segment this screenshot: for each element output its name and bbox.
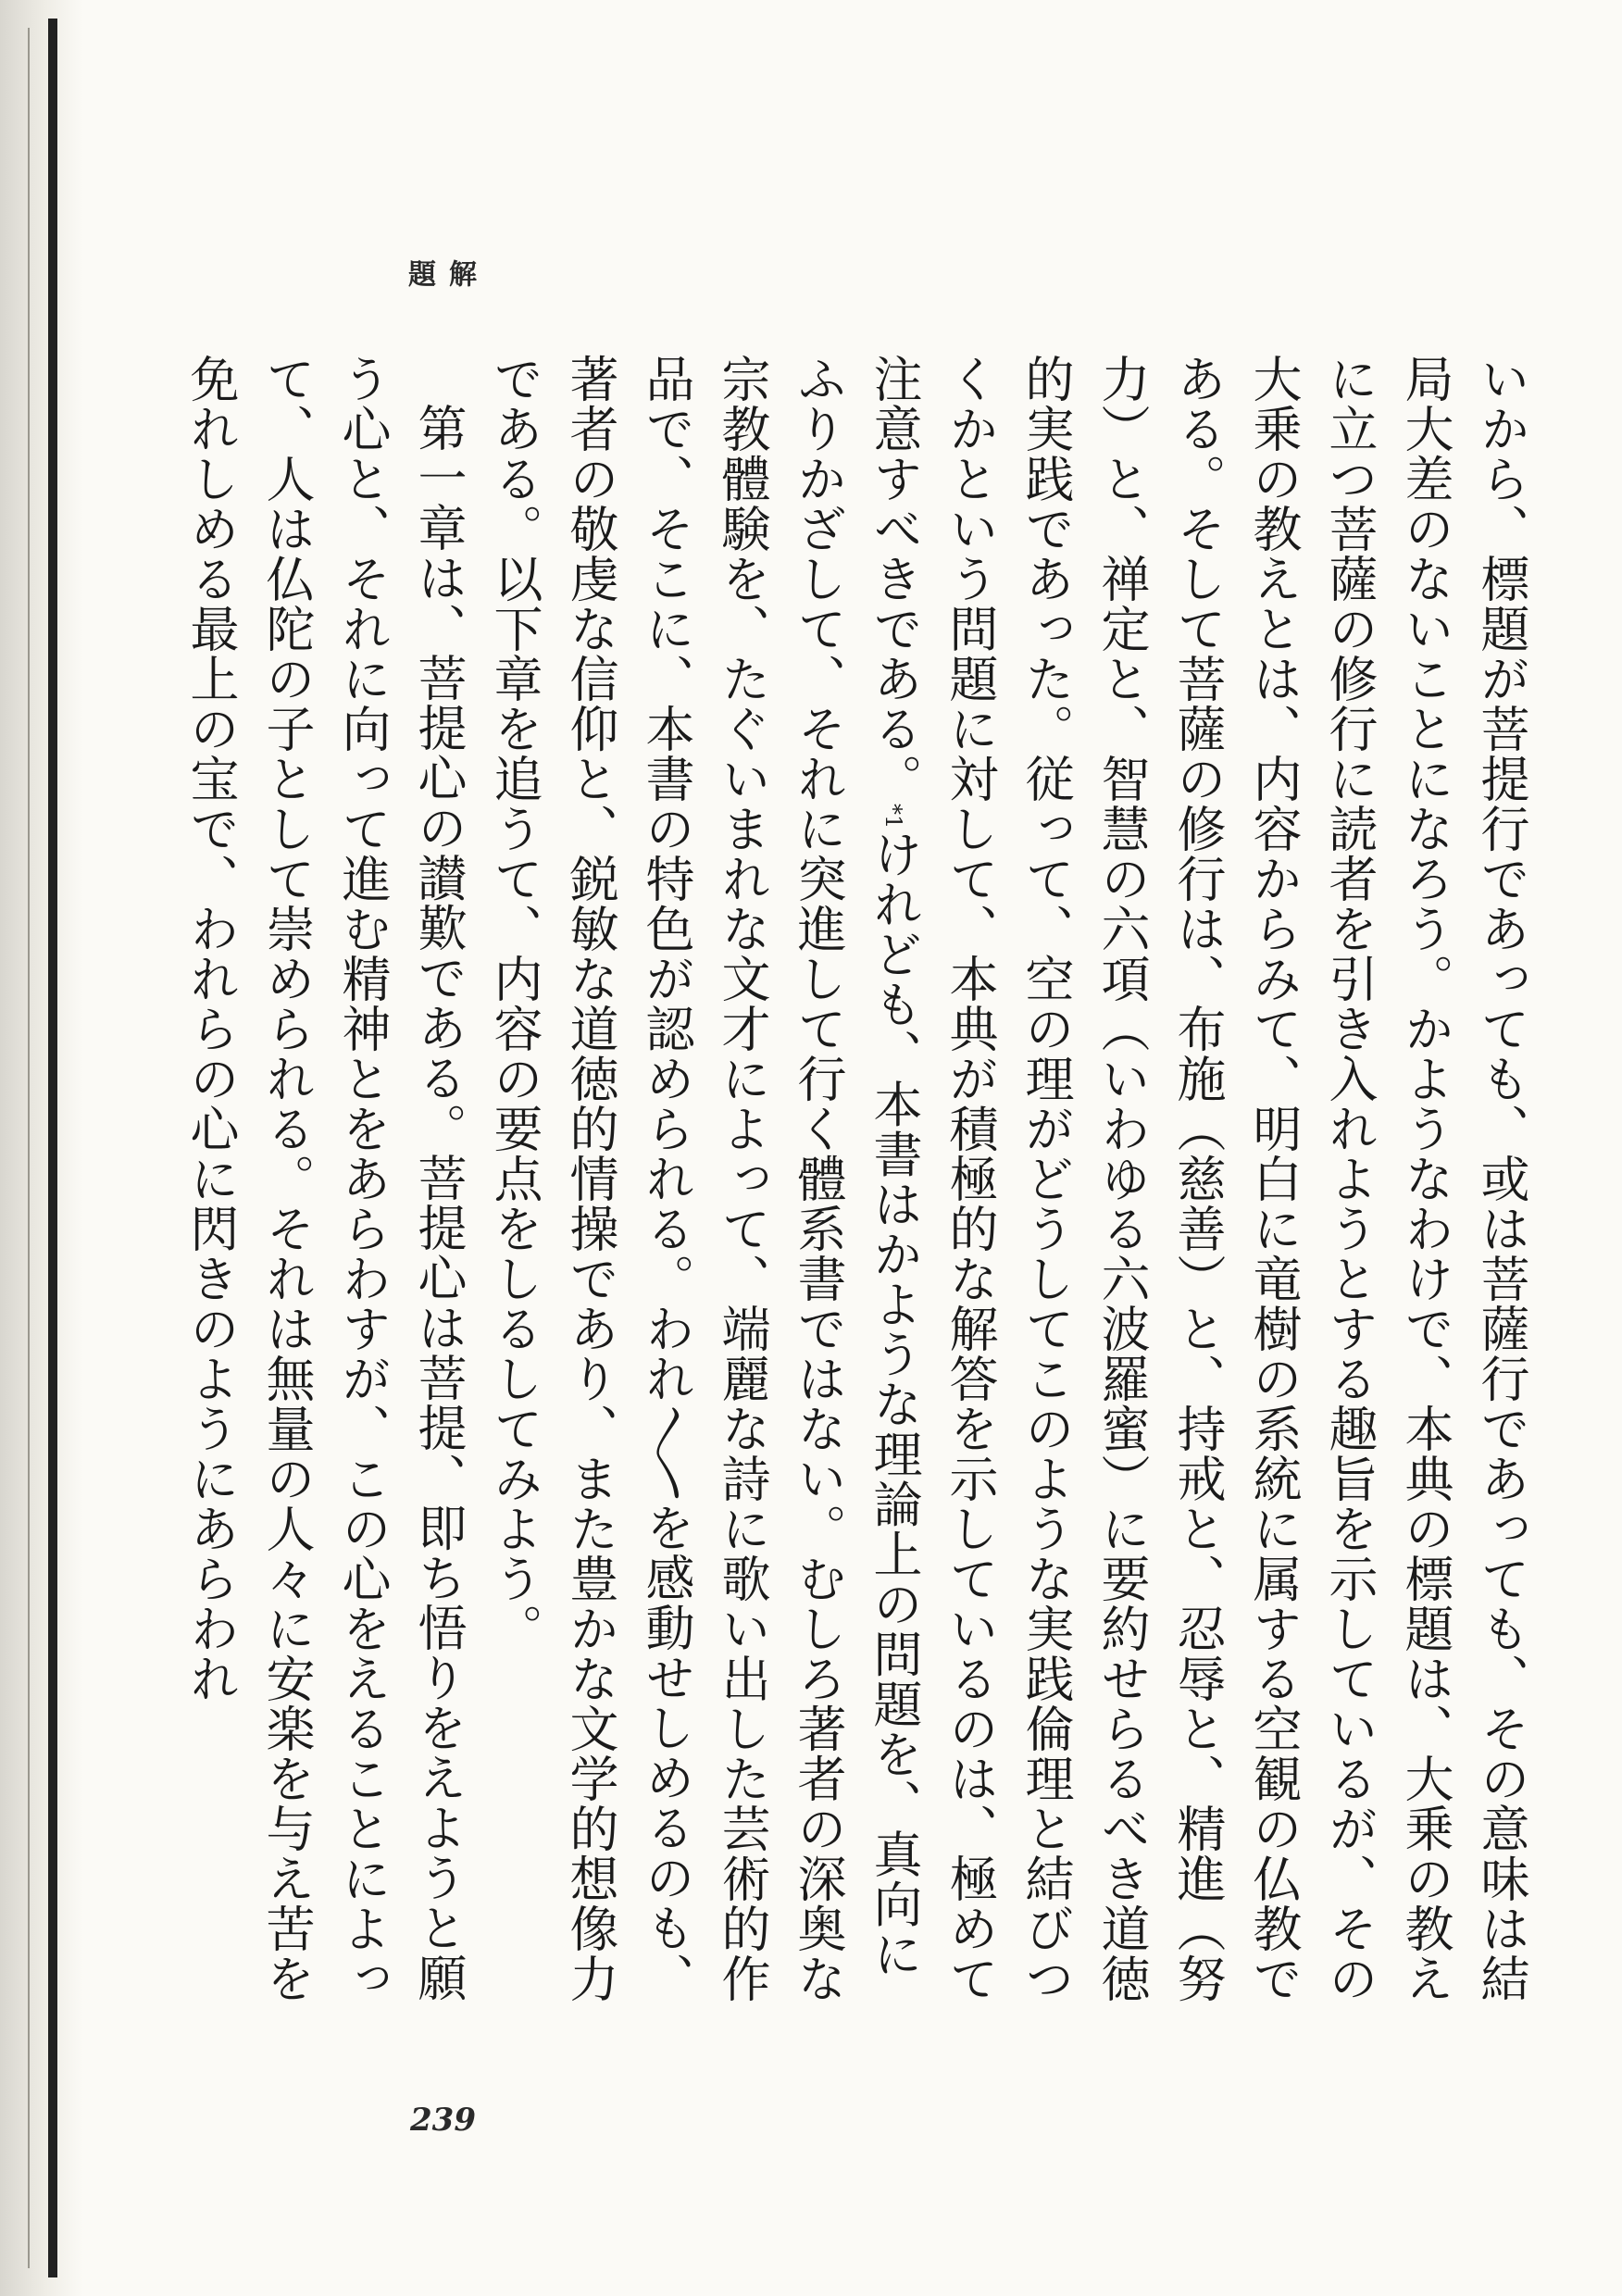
paragraph-1 <box>476 354 1539 2011</box>
running-head: 解 題 <box>403 259 476 381</box>
paragraph-2: 第一章は、菩提心の讃歎である。菩提心は菩提、即ち悟りをえようと願う心と、それに向って進む精神とをあらわすが、この心をえることによって、人は仏陀の子として崇められる。それは無量の人々に安楽を与え苦を免れしめる最上の宝で、われらの心に閃きのようにあらわれ <box>182 354 467 2003</box>
binding-shadow <box>0 0 83 2296</box>
paragraph-1-text: いから、標題が菩提行であっても、或は菩薩行であっても、その意味は結局大差のないことになろう。かようなわけで、本典の標題は、大乗の教えに立つ菩薩の修行に読者を引き入れようとする趣旨を示しているが、その大乗の教えとは、内容からみて、明白に竜樹の系統に属する空観の仏教である。そして菩薩の修行は、布施（慈善）と、持戒と、忍辱と、精進（努力）と、禅定と、智慧の六項（いわゆる六波羅蜜）に要約せらるべき道徳的実践であった。従って、空の理がどうしてこのような実践倫理と結びつくかという問題に対して、本典が積極的な解答を示しているのは、極めて注意すべきである。 <box>866 354 1529 2003</box>
binding-dark-edge <box>48 19 57 2277</box>
note-reference-mark: *1 <box>880 804 906 830</box>
body-text <box>182 354 1539 2011</box>
paragraph-1-continuation: けれども、本書はかような理論上の問題を、真向にふりかざして、それに突進して行く體系書ではない。むしろ著者の深奥な宗教體験を、たぐいまれな文才によって、端麗な詩に歌い出した芸術的作品で、そこに、本書の特色が認められる。われ〳〵を感動せしめるのも、著者の敬虔な信仰と、鋭敏な道徳的情操であり、また豊かな文学的想像力である。以下章を追うて、内容の要点をしるしてみよう。 <box>486 354 922 2003</box>
binding-edge-line <box>28 28 30 2268</box>
page-number: 239 <box>410 2102 476 2139</box>
